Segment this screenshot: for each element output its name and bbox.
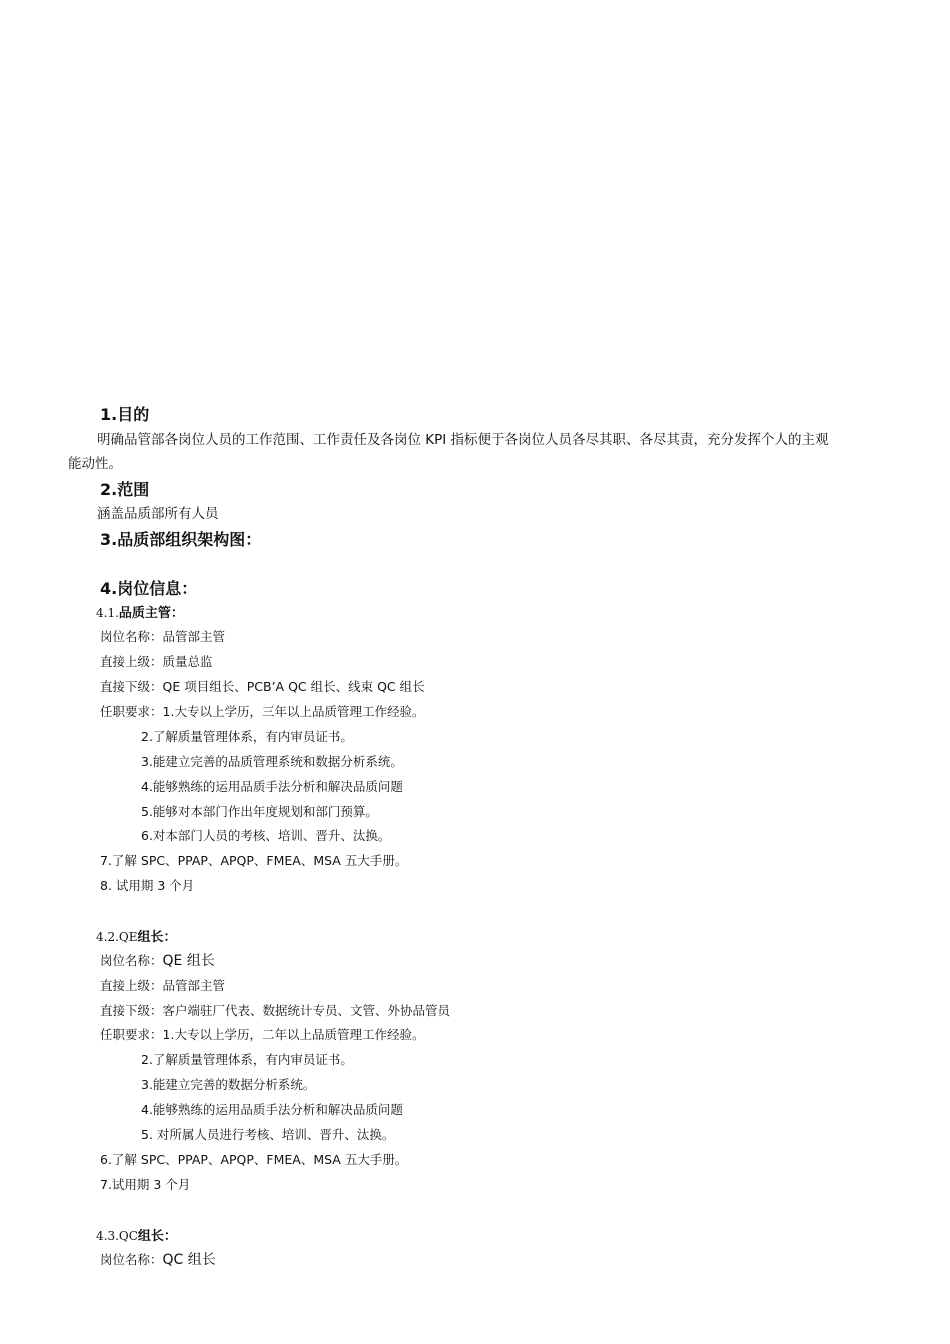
position-1-requirement-3: 3.能建立完善的品质管理系统和数据分析系统。 [141,754,403,769]
position-3-number: 4.3.QC [96,1229,138,1243]
position-3-heading [96,1225,177,1244]
position-2-name-row [100,950,215,970]
position-2-subordinate-value: 客户端驻厂代表、数据统计专员、文管、外协品管员 [162,1003,451,1018]
position-2-superior-label: 直接上级： [100,978,163,993]
scope-text: 涵盖品质部所有人员 [97,506,219,522]
position-3-title: 组长： [137,1229,177,1244]
position-1-subordinate-label: 直接下级： [100,679,163,694]
position-1-requirement-6: 6.对本部门人员的考核、培训、晋升、汰换。 [141,828,391,843]
position-2-superior-value: 品管部主管 [162,978,226,993]
position-2-requirement-7: 7.试用期 3 个月 [100,1177,191,1192]
position-2-requirement-6: 6.了解 SPC、PPAP、APQP、FMEA、MSA 五大手册。 [100,1152,408,1167]
position-1-requirement-7: 7.了解 SPC、PPAP、APQP、FMEA、MSA 五大手册。 [100,853,408,868]
position-2-name-label: 岗位名称： [100,953,163,968]
position-2-requirement-1: 1.大专以上学历，二年以上品质管理工作经验。 [162,1027,425,1042]
position-2-requirement-5: 5. 对所属人员进行考核、培训、晋升、汰换。 [141,1127,395,1142]
position-1-superior-value: 质量总监 [162,654,213,669]
position-1-name-row [100,627,225,645]
position-3-name-label: 岗位名称： [100,1252,163,1267]
position-2-requirement-4: 4.能够熟练的运用品质手法分析和解决品质问题 [141,1102,403,1117]
position-1-requirement-5: 5.能够对本部门作出年度规划和部门预算。 [141,804,378,819]
position-2-requirements-row [100,1025,424,1043]
position-1-requirement-8: 8. 试用期 3 个月 [100,878,195,893]
position-2-subordinate-row [100,1001,450,1019]
position-2-requirement-3: 3.能建立完善的数据分析系统。 [141,1077,316,1092]
position-2-name-value: QE 组长 [162,953,215,969]
purpose-text-line1: 明确品管部各岗位人员的工作范围、工作责任及各岗位 KPI 指标便于各岗位人员各尽其职、各尽其责，充分发挥个人的主观 [97,432,829,448]
position-1-requirement-1: 1.大专以上学历，三年以上品质管理工作经验。 [162,704,425,719]
position-1-number: 4.1. [96,606,119,620]
position-1-subordinate-value: QE 项目组长、PCB’A QC 组长、线束 QC 组长 [162,679,425,694]
purpose-heading: 1.目的 [100,405,150,424]
position-2-number: 4.2.QE [96,930,138,944]
position-2-heading [96,926,177,945]
position-1-requirements-label: 任职要求： [100,704,163,719]
scope-heading: 2.范围 [100,480,150,499]
position-1-requirement-4: 4.能够熟练的运用品质手法分析和解决品质问题 [141,779,403,794]
position-1-name-value: 品管部主管 [162,629,226,644]
position-2-title: 组长： [137,930,177,945]
org-chart-heading: 3.品质部组织架构图： [100,530,262,549]
position-1-title: 品质主管： [118,606,184,621]
position-2-subordinate-label: 直接下级： [100,1003,163,1018]
position-1-superior-row [100,652,213,670]
position-3-name-value: QC 组长 [162,1252,216,1268]
position-1-requirements-row [100,702,424,720]
position-2-requirement-2: 2.了解质量管理体系，有内审员证书。 [141,1052,353,1067]
position-2-requirements-label: 任职要求： [100,1027,163,1042]
purpose-text-line2: 能动性。 [68,456,122,472]
position-1-requirement-2: 2.了解质量管理体系，有内审员证书。 [141,729,353,744]
position-1-subordinate-row [100,677,425,695]
position-1-heading [96,602,184,621]
position-1-name-label: 岗位名称： [100,629,163,644]
position-3-name-row [100,1249,216,1269]
position-2-superior-row [100,976,225,994]
position-1-superior-label: 直接上级： [100,654,163,669]
positions-heading: 4.岗位信息： [100,579,198,598]
